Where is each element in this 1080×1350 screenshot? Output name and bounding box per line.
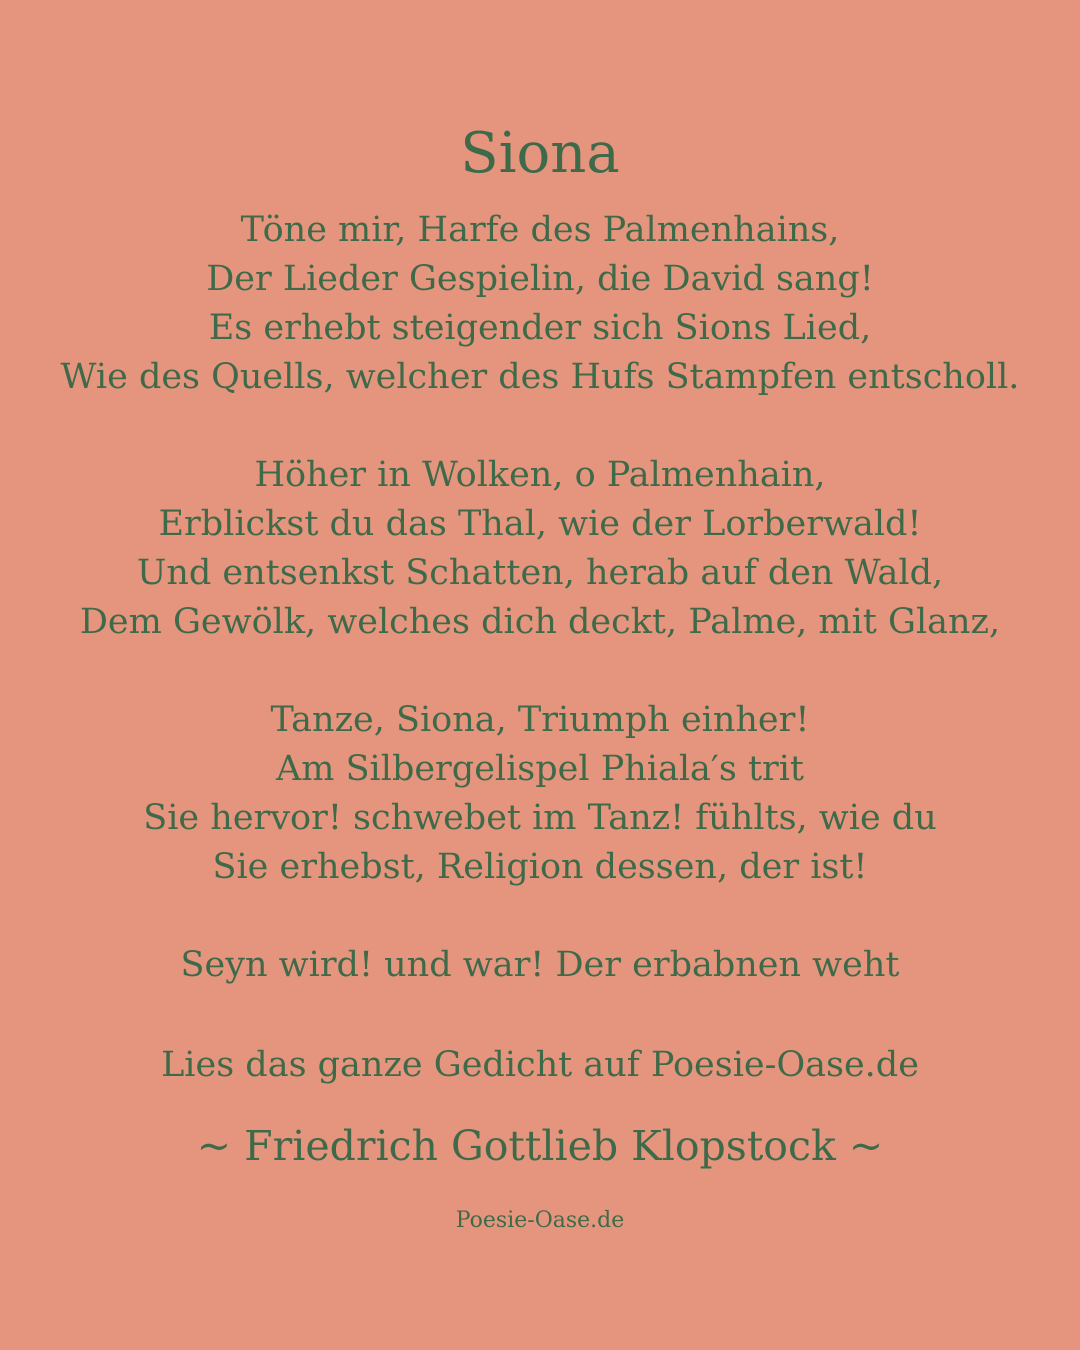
poem-line: Wie des Quells, welcher des Hufs Stampfen entscholl. <box>60 357 1020 397</box>
stanza <box>0 206 1080 402</box>
poem-line: Seyn wird! und war! Der erbabnen weht <box>180 945 900 985</box>
poem-body <box>0 206 1080 1039</box>
poem-line: Tanze, Siona, Triumph einher! <box>270 700 810 740</box>
poem-line: Sie erhebst, Religion dessen, der ist! <box>212 847 868 887</box>
author-name: ~ Friedrich Gottlieb Klopstock ~ <box>196 1122 884 1170</box>
read-more-text: Lies das ganze Gedicht auf Poesie-Oase.de <box>161 1045 919 1085</box>
poem-line: Und entsenkst Schatten, herab auf den Wald, <box>136 553 944 593</box>
poem-line: Der Lieder Gespielin, die David sang! <box>206 259 874 299</box>
site-watermark: Poesie-Oase.de <box>455 1208 625 1233</box>
poem-line: Höher in Wolken, o Palmenhain, <box>254 455 826 495</box>
poem-line: Es erhebt steigender sich Sions Lied, <box>208 308 872 348</box>
stanza <box>0 451 1080 647</box>
stanza <box>0 941 1080 990</box>
poem-line: Töne mir, Harfe des Palmenhains, <box>240 210 840 250</box>
poem-title: Siona <box>460 121 620 186</box>
poem-line: Sie hervor! schwebet im Tanz! fühlts, wie du <box>143 798 937 838</box>
poem-line: Am Silbergelispel Phiala′s trit <box>275 749 804 789</box>
poem-line: Erblickst du das Thal, wie der Lorberwald! <box>158 504 922 544</box>
poem-line: Dem Gewölk, welches dich deckt, Palme, mit Glanz, <box>79 602 1001 642</box>
stanza <box>0 696 1080 892</box>
